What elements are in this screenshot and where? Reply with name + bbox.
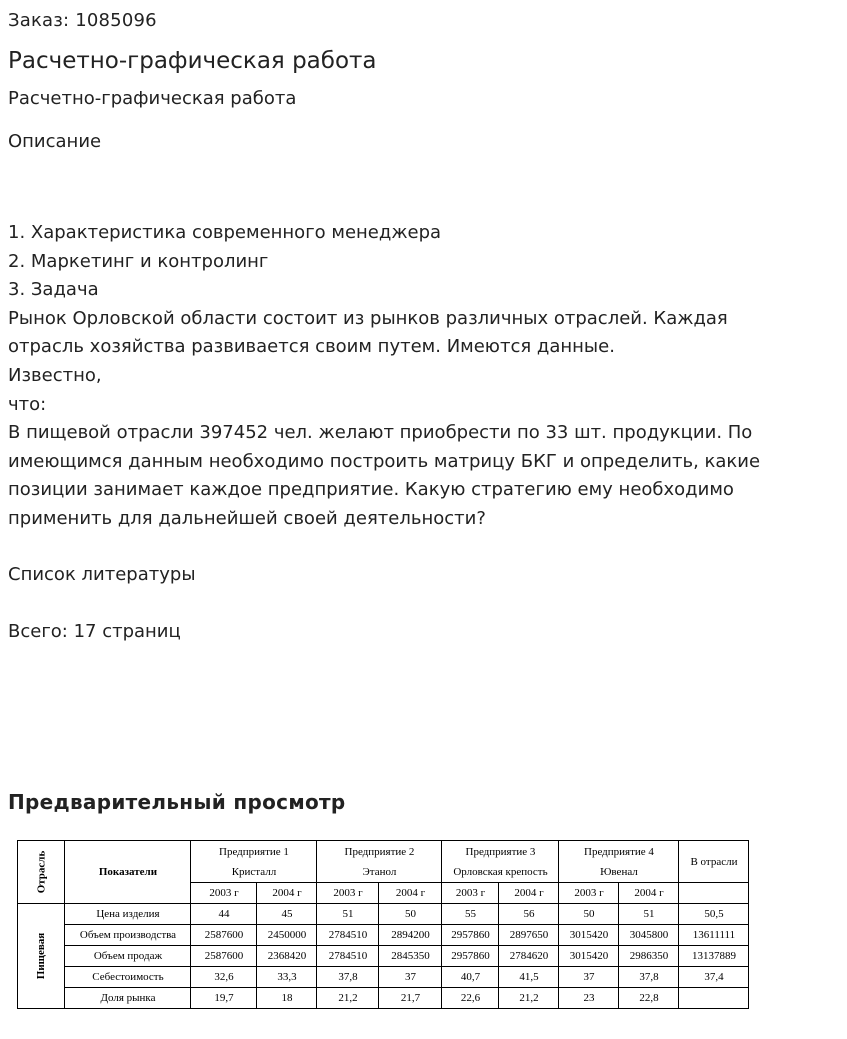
table-cell: 37,8 <box>317 967 379 988</box>
table-cell: 51 <box>317 904 379 925</box>
table-cell: 3015420 <box>559 946 619 967</box>
body-line: В пищевой отрасли 397452 чел. желают приобрести по 33 шт. продукции. По <box>8 422 753 444</box>
row-label: Доля рынка <box>65 988 191 1009</box>
table-cell: 3045800 <box>619 925 679 946</box>
table-cell: 37 <box>379 967 442 988</box>
table-cell: 2587600 <box>191 925 257 946</box>
table-cell: 51 <box>619 904 679 925</box>
table-cell: 22,8 <box>619 988 679 1009</box>
row-label: Себестоимость <box>65 967 191 988</box>
body-line: Известно, <box>8 364 102 386</box>
table-cell: 2784620 <box>499 946 559 967</box>
body-line: 1. Характеристика современного менеджера <box>8 222 442 243</box>
enterprise-4-header: Предприятие 4 Ювенал <box>559 841 679 883</box>
industry-cell: Пищевая <box>18 904 65 1009</box>
work-type: Расчетно-графическая работа <box>8 88 297 109</box>
table-header-row <box>18 841 749 883</box>
body-line: 2. Маркетинг и контролинг <box>8 250 269 272</box>
table-cell: 2894200 <box>379 925 442 946</box>
year-cell: 2003 г <box>317 883 379 904</box>
enterprise-1-header: Предприятие 1 Кристалл <box>191 841 317 883</box>
table-cell: 2845350 <box>379 946 442 967</box>
table-cell: 18 <box>257 988 317 1009</box>
table-cell: 21,2 <box>317 988 379 1009</box>
table-cell: 2587600 <box>191 946 257 967</box>
table-cell: 32,6 <box>191 967 257 988</box>
table-cell: 2784510 <box>317 925 379 946</box>
literature-heading: Список литературы <box>8 564 196 585</box>
table-row <box>18 988 749 1009</box>
table-cell: 21,7 <box>379 988 442 1009</box>
table-cell: 55 <box>442 904 499 925</box>
table-row <box>18 967 749 988</box>
table-cell: 2450000 <box>257 925 317 946</box>
table-cell: 37 <box>559 967 619 988</box>
row-label: Объем производства <box>65 925 191 946</box>
body-line: 3. Задача <box>8 279 99 301</box>
page-count: Всего: 17 страниц <box>8 621 181 642</box>
table-cell: 50 <box>559 904 619 925</box>
body-line: Рынок Орловской области состоит из рынков различных отраслей. Каждая <box>8 307 728 329</box>
description-heading: Описание <box>8 131 102 152</box>
year-cell: 2003 г <box>559 883 619 904</box>
table-cell: 13137889 <box>679 946 749 967</box>
order-number: Заказ: 1085096 <box>8 10 157 31</box>
table-cell: 2957860 <box>442 925 499 946</box>
table-cell: 33,3 <box>257 967 317 988</box>
in-industry-header: В отрасли <box>679 841 749 883</box>
year-cell-empty <box>679 883 749 904</box>
table-cell: 50,5 <box>679 904 749 925</box>
year-cell: 2004 г <box>379 883 442 904</box>
body-line: имеющимся данным необходимо построить матрицу БКГ и определить, какие <box>8 450 761 472</box>
table-row <box>18 925 749 946</box>
year-cell: 2004 г <box>257 883 317 904</box>
preview-table <box>17 840 749 1009</box>
table-cell <box>679 988 749 1009</box>
table-cell: 2986350 <box>619 946 679 967</box>
body-line: позиции занимает каждое предприятие. Какую стратегию ему необходимо <box>8 479 734 501</box>
table-cell: 2784510 <box>317 946 379 967</box>
table-cell: 2897650 <box>499 925 559 946</box>
table-cell: 40,7 <box>442 967 499 988</box>
table-cell: 37,8 <box>619 967 679 988</box>
enterprise-2-header: Предприятие 2 Этанол <box>317 841 442 883</box>
table-cell: 2368420 <box>257 946 317 967</box>
table-row <box>18 904 749 925</box>
preview-heading: Предварительный просмотр <box>8 790 346 814</box>
table-cell: 37,4 <box>679 967 749 988</box>
table-cell: 56 <box>499 904 559 925</box>
body-line: отрасль хозяйства развивается своим путем. Имеются данные. <box>8 336 615 358</box>
table-cell: 23 <box>559 988 619 1009</box>
year-cell: 2004 г <box>499 883 559 904</box>
body-line: что: <box>8 393 47 415</box>
table-cell: 19,7 <box>191 988 257 1009</box>
table-cell: 21,2 <box>499 988 559 1009</box>
table-cell: 45 <box>257 904 317 925</box>
table-cell: 2957860 <box>442 946 499 967</box>
table-cell: 50 <box>379 904 442 925</box>
page-title: Расчетно-графическая работа <box>8 48 377 74</box>
industry-col-header: Отрасль <box>18 841 65 904</box>
row-label: Цена изделия <box>65 904 191 925</box>
enterprise-3-header: Предприятие 3 Орловская крепость <box>442 841 559 883</box>
table-cell: 41,5 <box>499 967 559 988</box>
year-cell: 2004 г <box>619 883 679 904</box>
year-cell: 2003 г <box>442 883 499 904</box>
table-cell: 22,6 <box>442 988 499 1009</box>
year-cell: 2003 г <box>191 883 257 904</box>
description-body <box>8 219 828 534</box>
row-label: Объем продаж <box>65 946 191 967</box>
indicators-col-header: Показатели <box>65 841 191 904</box>
table-cell: 3015420 <box>559 925 619 946</box>
table-row <box>18 946 749 967</box>
table-cell: 13611111 <box>679 925 749 946</box>
body-line: применить для дальнейшей своей деятельности? <box>8 507 486 529</box>
table-cell: 44 <box>191 904 257 925</box>
